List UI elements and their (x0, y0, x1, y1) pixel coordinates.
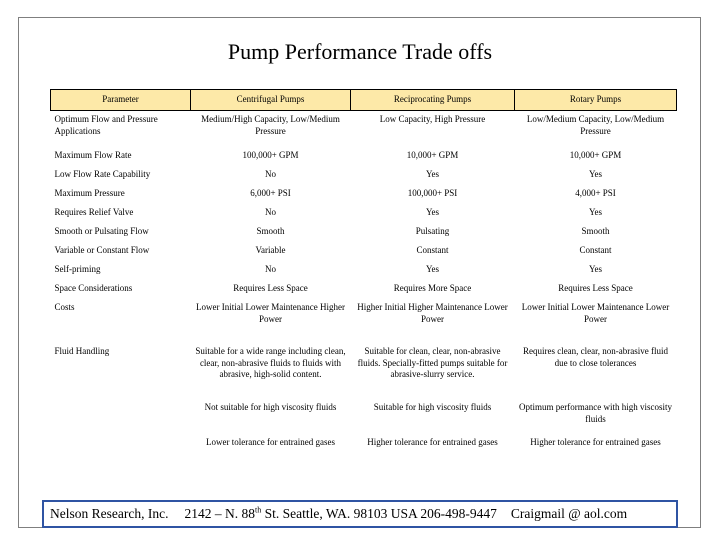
rotary-cell: Constant (579, 245, 612, 255)
table-row (51, 299, 677, 343)
rotary-cell: 4,000+ PSI (575, 188, 616, 198)
footer-organization: Nelson Research, Inc. (50, 506, 169, 521)
centrifugal-cell: 6,000+ PSI (250, 188, 291, 198)
rotary-cell: Smooth (581, 226, 610, 236)
centrifugal-cell: Lower tolerance for entrained gases (206, 437, 335, 447)
reciprocating-cell: Pulsating (415, 226, 450, 236)
footer-email: Craigmail @ aol.com (510, 506, 628, 521)
centrifugal-cell: 100,000+ GPM (242, 150, 299, 160)
address-street: 2142 – N. 88 (184, 506, 255, 521)
table-row (51, 111, 677, 148)
param-cell: Fluid Handling (54, 346, 110, 356)
param-cell: Low Flow Rate Capability (54, 169, 151, 179)
page-title: Pump Performance Trade offs (227, 39, 493, 64)
rotary-cell: Yes (588, 169, 603, 179)
rotary-cell: Lower Initial Lower Maintenance Lower Power (521, 302, 670, 324)
rotary-cell: 10,000+ GPM (569, 150, 622, 160)
centrifugal-cell: Medium/High Capacity, Low/Medium Pressure (201, 114, 340, 136)
centrifugal-cell: No (265, 264, 276, 274)
table-row (51, 434, 677, 469)
address-rest: St. Seattle, WA. 98103 USA 206-498-9447 (261, 506, 497, 521)
table-row (51, 185, 677, 204)
rotary-cell: Low/Medium Capacity, Low/Medium Pressure (526, 114, 665, 136)
reciprocating-cell: Constant (416, 245, 449, 255)
param-cell: Optimum Flow and Pressure Applications (54, 114, 158, 136)
param-cell: Self-priming (54, 264, 101, 274)
reciprocating-cell: Yes (425, 264, 440, 274)
table-row (51, 147, 677, 166)
performance-table (50, 89, 677, 469)
reciprocating-cell: Higher Initial Higher Maintenance Lower Power (357, 302, 508, 324)
rotary-cell: Higher tolerance for entrained gases (530, 437, 661, 447)
rotary-cell: Yes (588, 207, 603, 217)
header-parameter: Parameter (51, 90, 191, 111)
header-centrifugal: Centrifugal Pumps (191, 90, 351, 111)
reciprocating-cell: Yes (425, 169, 440, 179)
reciprocating-cell: Requires More Space (393, 283, 472, 293)
rotary-cell: Requires Less Space (558, 283, 633, 293)
reciprocating-cell: Higher tolerance for entrained gases (367, 437, 498, 447)
reciprocating-cell: Suitable for clean, clear, non-abrasive fluids. Specially-fitted pumps suitable for abrasive-slurry service. (357, 346, 508, 379)
reciprocating-cell: Yes (425, 207, 440, 217)
centrifugal-cell: Lower Initial Lower Maintenance Higher Power (196, 302, 345, 324)
centrifugal-cell: Not suitable for high viscosity fluids (204, 402, 337, 412)
centrifugal-cell: Variable (255, 245, 286, 255)
table-row (51, 223, 677, 242)
reciprocating-cell: 10,000+ GPM (406, 150, 459, 160)
centrifugal-cell: Suitable for a wide range including clean, clear, non-abrasive fluids to fluids with abrasive, high-solid content. (195, 346, 346, 379)
centrifugal-cell: Smooth (256, 226, 285, 236)
footer-bar (42, 500, 678, 528)
param-cell: Variable or Constant Flow (54, 245, 150, 255)
param-cell (51, 399, 191, 434)
table-row (51, 343, 677, 399)
table-header-row (51, 90, 677, 111)
table-row (51, 261, 677, 280)
param-cell: Maximum Flow Rate (54, 150, 132, 160)
footer-address (184, 506, 496, 522)
param-cell: Space Considerations (54, 283, 133, 293)
table-row (51, 166, 677, 185)
table-row (51, 399, 677, 434)
param-cell: Smooth or Pulsating Flow (54, 226, 149, 236)
rotary-cell: Requires clean, clear, non-abrasive fluid due to close tolerances (522, 346, 669, 368)
rotary-cell: Yes (588, 264, 603, 274)
reciprocating-cell: Suitable for high viscosity fluids (373, 402, 492, 412)
rotary-cell: Optimum performance with high viscosity fluids (519, 402, 672, 424)
table-row (51, 280, 677, 299)
table-row (51, 204, 677, 223)
centrifugal-cell: No (265, 207, 276, 217)
centrifugal-cell: Requires Less Space (233, 283, 308, 293)
centrifugal-cell: No (265, 169, 276, 179)
param-cell: Requires Relief Valve (54, 207, 134, 217)
reciprocating-cell: 100,000+ PSI (407, 188, 458, 198)
header-rotary: Rotary Pumps (515, 90, 677, 111)
param-cell: Costs (54, 302, 75, 312)
table-row (51, 242, 677, 261)
header-reciprocating: Reciprocating Pumps (351, 90, 515, 111)
param-cell (51, 434, 191, 469)
address-ordinal: th (254, 505, 262, 515)
reciprocating-cell: Low Capacity, High Pressure (379, 114, 486, 124)
param-cell: Maximum Pressure (54, 188, 125, 198)
